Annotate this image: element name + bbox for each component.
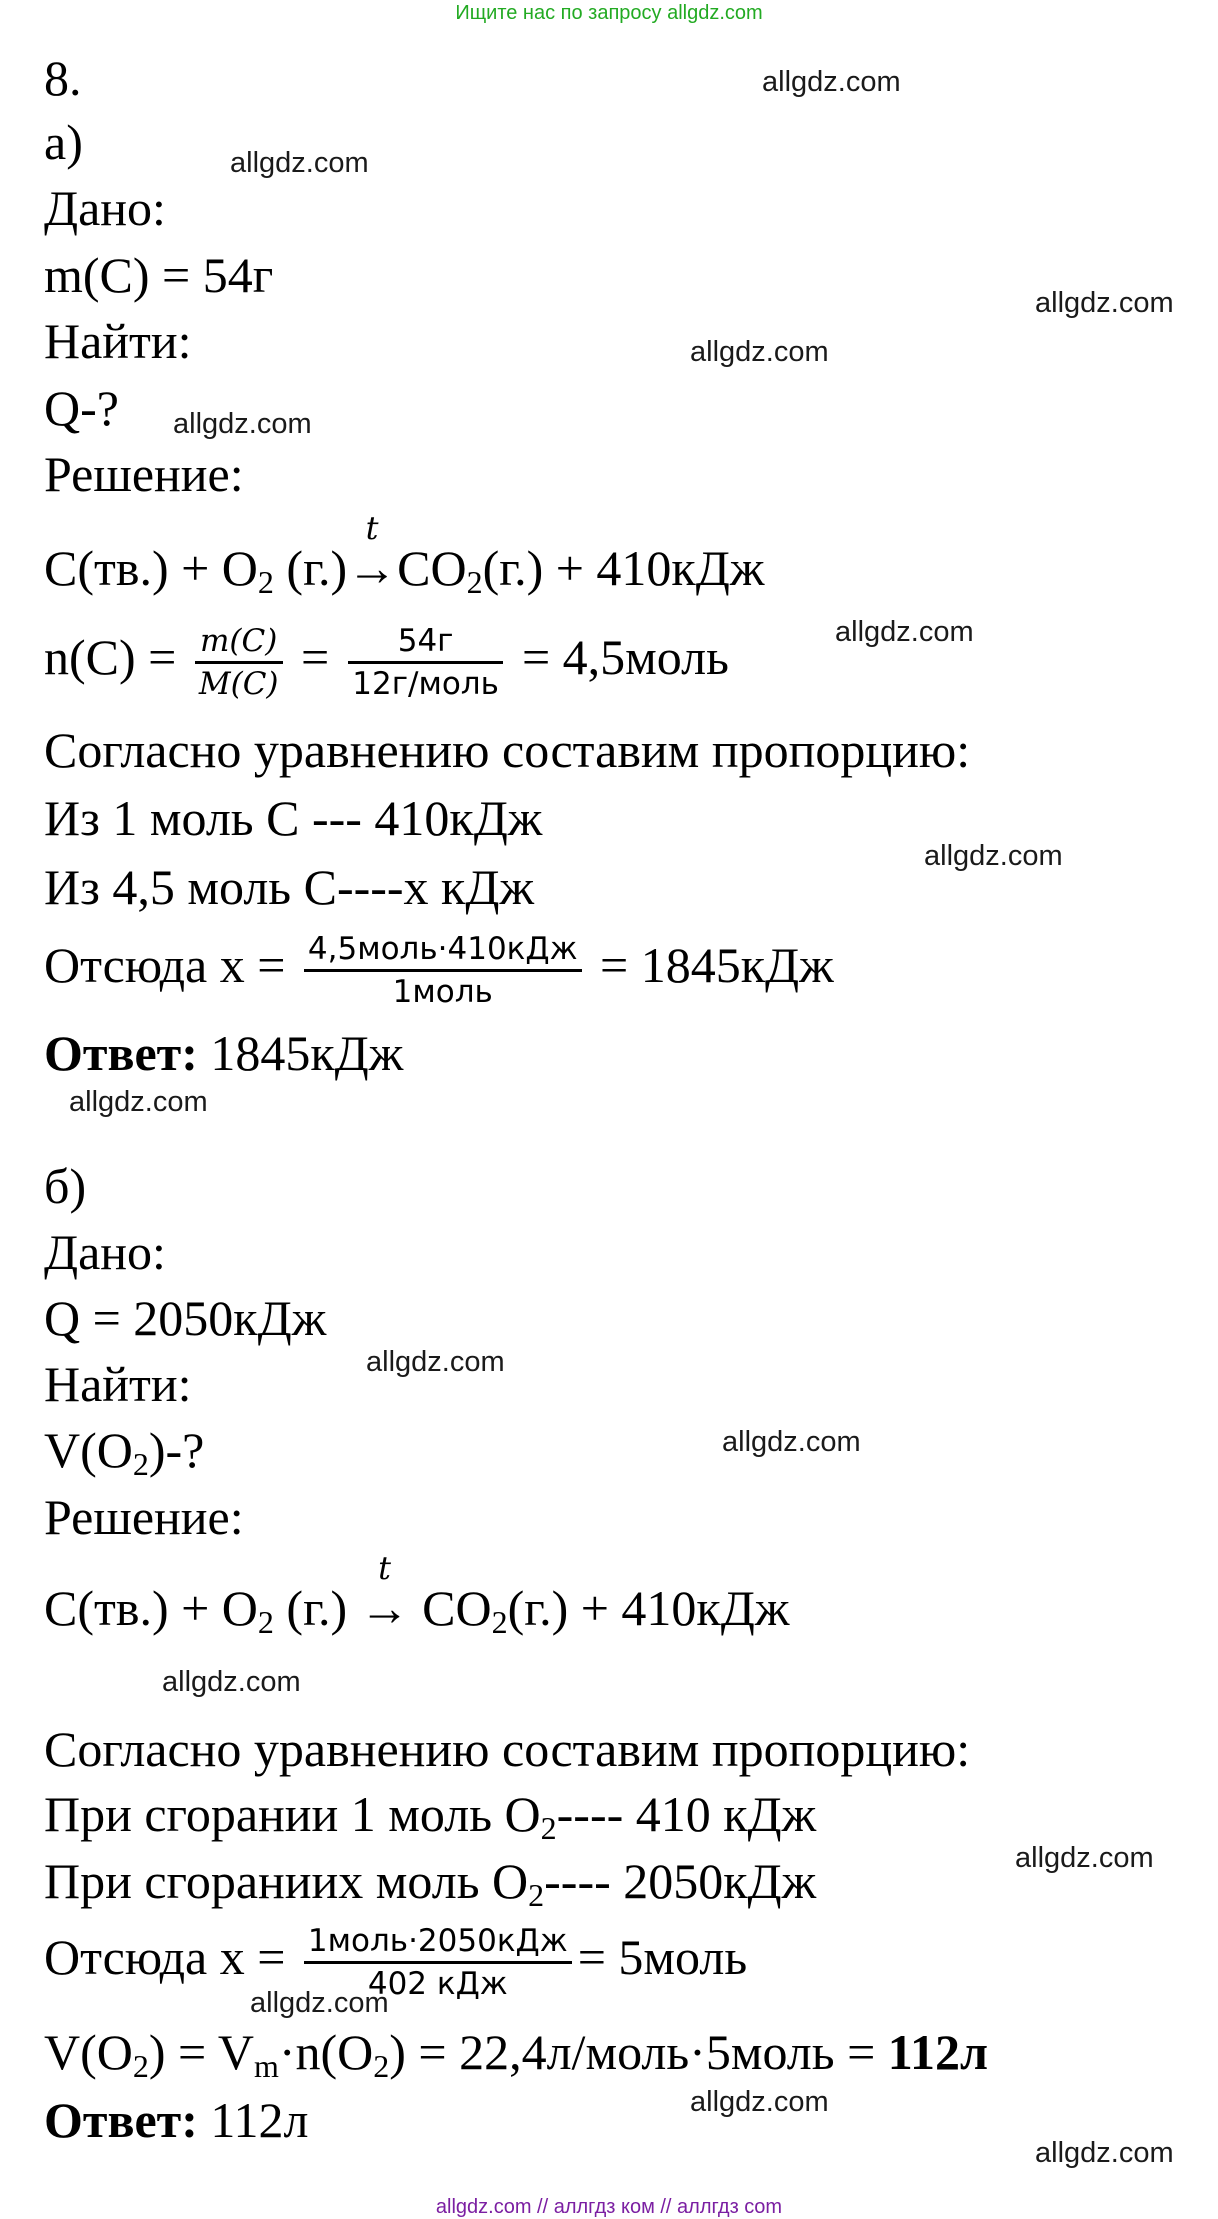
watermark: allgdz.com <box>69 1086 208 1118</box>
proportion-title-a: Согласно уравнению составим пропорцию: <box>44 722 971 778</box>
watermark: allgdz.com <box>690 336 829 368</box>
proportion-2-a: Из 4,5 моль C----x кДж <box>44 859 534 915</box>
fraction-x-b: $\frac{\text{1моль·2050кДж}}{\text{402 кДж}}$ <box>304 1921 572 2004</box>
answer-b: Ответ: 112л <box>44 2092 309 2148</box>
proportion-1-b: При сгорании 1 моль $O_2----$ 410 кДж <box>44 1786 817 1846</box>
find-b: $V(O_2)-$? <box>44 1422 205 1482</box>
watermark: allgdz.com <box>1035 287 1174 319</box>
proportion-2-b: При сгораниих моль $O_2----$ 2050кДж <box>44 1853 817 1913</box>
fraction-54-over-12: $\frac{54г}{\text{12г/моль}}$ <box>348 621 504 704</box>
watermark: allgdz.com <box>162 1666 301 1698</box>
watermark: allgdz.com <box>722 1426 861 1458</box>
fraction-mass-over-molar: $\frac{m(C)}{M(C)}$ <box>195 621 283 704</box>
moles-calc-a: n(C) = $\frac{m(C)}{M(C)}$ = $\frac{54г}{\text{12г/моль}}$ = 4,5моль <box>44 623 729 703</box>
find-title-a: Найти: <box>44 313 192 369</box>
solution-title-a: Решение: <box>44 446 244 502</box>
watermark: allgdz.com <box>1035 2137 1174 2169</box>
watermark: allgdz.com <box>690 2086 829 2118</box>
part-b-label: б) <box>44 1158 87 1214</box>
x-calc-b: Отсюда x = $\frac{\text{1моль·2050кДж}}{\text{402 кДж}}$ = 5моль <box>44 1923 748 2003</box>
watermark: allgdz.com <box>250 1987 389 2019</box>
watermark: allgdz.com <box>924 840 1063 872</box>
proportion-title-b: Согласно уравнению составим пропорцию: <box>44 1721 971 1777</box>
watermark: allgdz.com <box>366 1346 505 1378</box>
top-banner[interactable]: Ищите нас по запросу allgdz.com <box>455 2 763 24</box>
task-number: 8. <box>44 50 82 106</box>
equation-b: $C(тв.) + O_2$ (г.) t → $CO_2(г.) + 410кДж$ <box>44 1549 790 1640</box>
watermark: allgdz.com <box>173 408 312 440</box>
find-a: Q-? <box>44 380 119 436</box>
solution-title-b: Решение: <box>44 1489 244 1545</box>
fraction-x-a: $\frac{\text{4,5моль·410кДж}}{\text{1моль}}$ <box>304 929 582 1012</box>
watermark: allgdz.com <box>762 66 901 98</box>
watermark: allgdz.com <box>230 147 369 179</box>
volume-calc-b: $V(O_2) = V_m\cdot n(O_2)$ = 22,4л/моль·5моль = 112л <box>44 2024 989 2084</box>
given-title-a: Дано: <box>44 180 166 236</box>
x-calc-a: Отсюда x = $\frac{\text{4,5моль·410кДж}}{\text{1моль}}$ = 1845кДж <box>44 931 834 1011</box>
watermark: allgdz.com <box>835 616 974 648</box>
bottom-banner[interactable]: allgdz.com // аллгдз ком // аллгдз com <box>435 2196 783 2218</box>
given-a: m(C) = 54г <box>44 247 274 303</box>
reaction-arrow: t → <box>359 1549 410 1636</box>
given-title-b: Дано: <box>44 1224 166 1280</box>
watermark: allgdz.com <box>1015 1842 1154 1874</box>
equation-a: $C(тв.) + O_2$ (г.) t $\to CO_2(г.) + 410кДж$ <box>44 509 765 600</box>
find-title-b: Найти: <box>44 1356 192 1412</box>
reaction-arrow: t → <box>347 509 398 596</box>
answer-a: Ответ: 1845кДж <box>44 1025 404 1081</box>
proportion-1-a: Из 1 моль C --- 410кДж <box>44 790 543 846</box>
given-b: Q = 2050кДж <box>44 1290 327 1346</box>
part-a-label: а) <box>44 114 83 170</box>
